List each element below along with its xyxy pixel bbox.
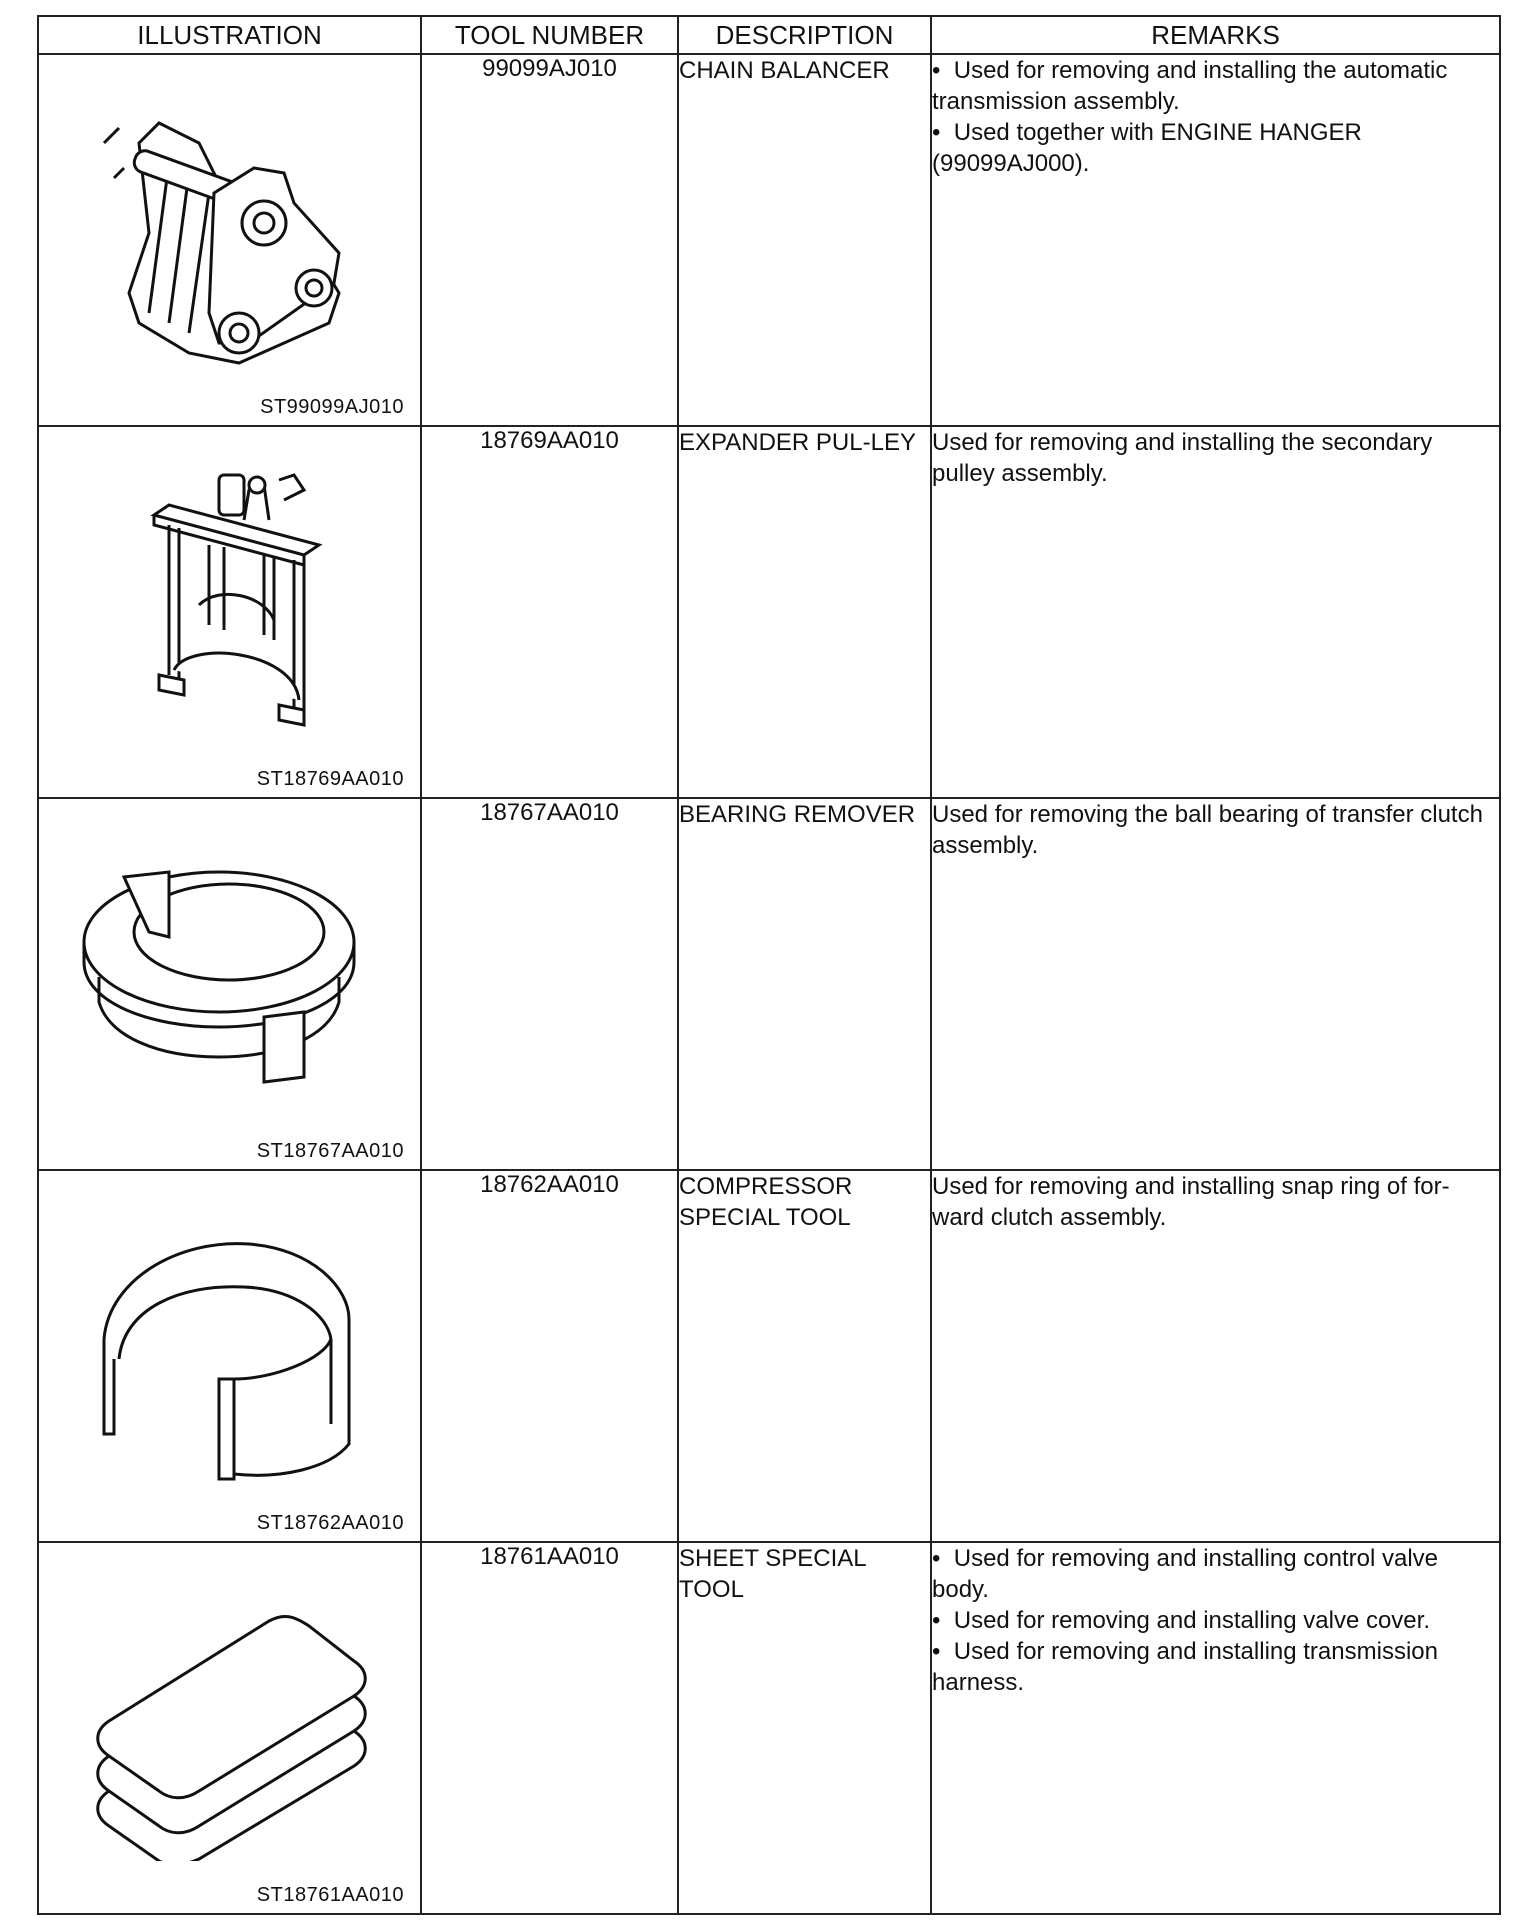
table-row xyxy=(38,1542,1500,1914)
header-remarks: REMARKS xyxy=(931,16,1500,54)
bearing-remover-illustration xyxy=(79,817,379,1117)
illustration-code: ST18767AA010 xyxy=(256,1140,404,1162)
illustration-code: ST18761AA010 xyxy=(256,1884,404,1906)
tool-description: CHAIN BALANCER xyxy=(678,54,931,426)
header-tool-number: TOOL NUMBER xyxy=(421,16,678,54)
table-row xyxy=(38,798,1500,1170)
special-tools-table xyxy=(37,15,1501,1915)
expander-pulley-illustration xyxy=(79,445,379,745)
table-row xyxy=(38,1170,1500,1542)
illustration-cell xyxy=(38,798,421,1170)
illustration-code: ST18769AA010 xyxy=(256,768,404,790)
illustration-cell xyxy=(38,1170,421,1542)
table-row xyxy=(38,54,1500,426)
header-description: DESCRIPTION xyxy=(678,16,931,54)
tool-number: 99099AJ010 xyxy=(421,54,678,426)
tool-remarks xyxy=(931,1170,1500,1542)
table-row xyxy=(38,426,1500,798)
tool-description: COMPRESSOR SPECIAL TOOL xyxy=(678,1170,931,1542)
tool-description: BEARING REMOVER xyxy=(678,798,931,1170)
tool-remarks xyxy=(931,54,1500,426)
remark-line: • Used for removing and installing valve cover. xyxy=(932,1605,1499,1636)
remark-line: Used for removing and installing snap ring of for-ward clutch assembly. xyxy=(932,1173,1450,1231)
remark-line: Used for removing the ball bearing of transfer clutch assembly. xyxy=(932,801,1483,859)
illustration-cell xyxy=(38,426,421,798)
remark-line: • Used together with ENGINE HANGER (99099AJ000). xyxy=(932,117,1499,179)
tool-number: 18767AA010 xyxy=(421,798,678,1170)
tool-remarks xyxy=(931,426,1500,798)
compressor-special-tool-illustration xyxy=(79,1189,379,1489)
illustration-cell xyxy=(38,54,421,426)
sheet-special-tool-illustration xyxy=(79,1561,379,1861)
remark-line: Used for removing and installing the secondary pulley assembly. xyxy=(932,429,1433,487)
chain-balancer-illustration xyxy=(79,73,379,373)
tool-number: 18761AA010 xyxy=(421,1542,678,1914)
illustration-code: ST99099AJ010 xyxy=(260,396,404,418)
tool-remarks xyxy=(931,1542,1500,1914)
tool-description: EXPANDER PUL-LEY xyxy=(678,426,931,798)
remark-line: • Used for removing and installing the automatic transmission assembly. xyxy=(932,55,1499,117)
tool-remarks xyxy=(931,798,1500,1170)
tool-number: 18762AA010 xyxy=(421,1170,678,1542)
illustration-code: ST18762AA010 xyxy=(256,1512,404,1534)
remark-line: • Used for removing and installing control valve body. xyxy=(932,1543,1499,1605)
tool-description: SHEET SPECIAL TOOL xyxy=(678,1542,931,1914)
table-header-row xyxy=(38,16,1500,54)
remark-line: • Used for removing and installing transmission harness. xyxy=(932,1636,1499,1698)
header-illustration: ILLUSTRATION xyxy=(38,16,421,54)
illustration-cell xyxy=(38,1542,421,1914)
tool-number: 18769AA010 xyxy=(421,426,678,798)
